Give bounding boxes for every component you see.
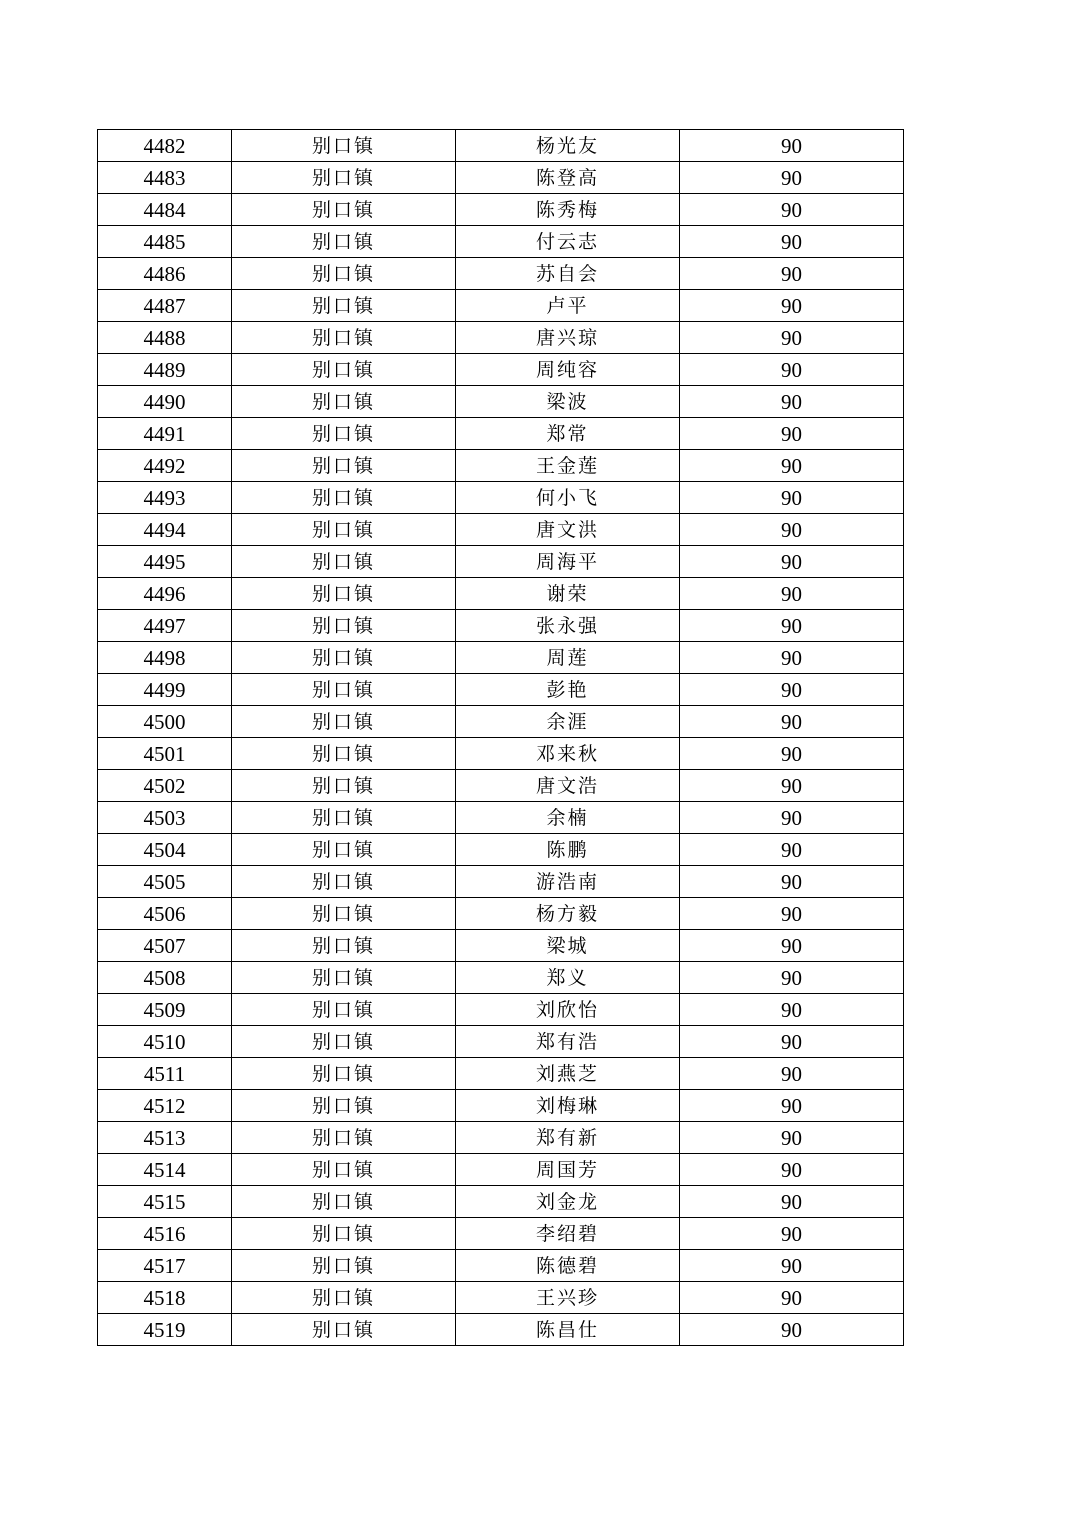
cell-id: 4484 [98,194,232,226]
table-row [98,1282,904,1314]
cell-town: 别口镇 [232,770,456,802]
cell-name: 付云志 [456,226,680,258]
cell-amount: 90 [680,418,904,450]
cell-name: 刘梅琳 [456,1090,680,1122]
cell-id: 4508 [98,962,232,994]
cell-name: 杨方毅 [456,898,680,930]
cell-town: 别口镇 [232,1058,456,1090]
cell-town: 别口镇 [232,834,456,866]
cell-id: 4512 [98,1090,232,1122]
table-row [98,290,904,322]
cell-id: 4485 [98,226,232,258]
cell-id: 4514 [98,1154,232,1186]
cell-town: 别口镇 [232,898,456,930]
cell-town: 别口镇 [232,546,456,578]
cell-id: 4513 [98,1122,232,1154]
cell-town: 别口镇 [232,1314,456,1346]
table-row [98,546,904,578]
cell-name: 陈鹏 [456,834,680,866]
cell-id: 4502 [98,770,232,802]
cell-name: 唐文洪 [456,514,680,546]
cell-amount: 90 [680,1122,904,1154]
cell-amount: 90 [680,514,904,546]
table-row [98,642,904,674]
cell-id: 4517 [98,1250,232,1282]
cell-id: 4511 [98,1058,232,1090]
table-row [98,514,904,546]
cell-id: 4516 [98,1218,232,1250]
cell-amount: 90 [680,482,904,514]
cell-town: 别口镇 [232,738,456,770]
cell-name: 陈德碧 [456,1250,680,1282]
cell-id: 4491 [98,418,232,450]
cell-town: 别口镇 [232,1218,456,1250]
cell-name: 唐文浩 [456,770,680,802]
cell-amount: 90 [680,962,904,994]
cell-id: 4519 [98,1314,232,1346]
cell-name: 周莲 [456,642,680,674]
cell-name: 余楠 [456,802,680,834]
cell-id: 4504 [98,834,232,866]
table-row [98,610,904,642]
cell-name: 谢荣 [456,578,680,610]
cell-name: 张永强 [456,610,680,642]
cell-name: 唐兴琼 [456,322,680,354]
cell-amount: 90 [680,866,904,898]
cell-name: 郑常 [456,418,680,450]
cell-amount: 90 [680,546,904,578]
table-row [98,930,904,962]
cell-amount: 90 [680,994,904,1026]
cell-id: 4494 [98,514,232,546]
cell-id: 4495 [98,546,232,578]
cell-name: 卢平 [456,290,680,322]
cell-amount: 90 [680,1250,904,1282]
cell-town: 别口镇 [232,194,456,226]
table-row [98,1026,904,1058]
cell-amount: 90 [680,290,904,322]
cell-amount: 90 [680,386,904,418]
cell-id: 4486 [98,258,232,290]
cell-id: 4496 [98,578,232,610]
cell-name: 周国芳 [456,1154,680,1186]
cell-name: 刘欣怡 [456,994,680,1026]
cell-name: 王金莲 [456,450,680,482]
cell-name: 梁城 [456,930,680,962]
cell-amount: 90 [680,706,904,738]
cell-id: 4490 [98,386,232,418]
cell-amount: 90 [680,738,904,770]
table-row [98,322,904,354]
cell-id: 4505 [98,866,232,898]
cell-amount: 90 [680,930,904,962]
cell-town: 别口镇 [232,290,456,322]
cell-amount: 90 [680,1026,904,1058]
table-row [98,1218,904,1250]
cell-id: 4518 [98,1282,232,1314]
cell-amount: 90 [680,354,904,386]
table-row [98,1250,904,1282]
table-row [98,834,904,866]
cell-town: 别口镇 [232,1186,456,1218]
cell-id: 4499 [98,674,232,706]
table-row [98,1314,904,1346]
cell-town: 别口镇 [232,258,456,290]
cell-name: 陈昌仕 [456,1314,680,1346]
table-row [98,194,904,226]
table-row [98,578,904,610]
cell-id: 4498 [98,642,232,674]
cell-town: 别口镇 [232,802,456,834]
cell-amount: 90 [680,322,904,354]
cell-name: 梁波 [456,386,680,418]
roster-table [97,129,904,1346]
cell-id: 4493 [98,482,232,514]
cell-name: 周纯容 [456,354,680,386]
cell-id: 4482 [98,130,232,162]
cell-name: 郑有浩 [456,1026,680,1058]
table-row [98,962,904,994]
table-row [98,866,904,898]
table-row [98,1154,904,1186]
cell-id: 4507 [98,930,232,962]
table-row [98,450,904,482]
cell-town: 别口镇 [232,994,456,1026]
cell-id: 4483 [98,162,232,194]
cell-id: 4497 [98,610,232,642]
cell-amount: 90 [680,1186,904,1218]
cell-town: 别口镇 [232,450,456,482]
table-row [98,130,904,162]
table-row [98,162,904,194]
cell-id: 4501 [98,738,232,770]
cell-town: 别口镇 [232,578,456,610]
cell-name: 彭艳 [456,674,680,706]
table-row [98,674,904,706]
table-row [98,258,904,290]
table-row [98,482,904,514]
cell-id: 4500 [98,706,232,738]
cell-town: 别口镇 [232,1122,456,1154]
cell-id: 4488 [98,322,232,354]
cell-id: 4503 [98,802,232,834]
cell-town: 别口镇 [232,162,456,194]
cell-amount: 90 [680,130,904,162]
table-row [98,354,904,386]
cell-town: 别口镇 [232,1154,456,1186]
cell-town: 别口镇 [232,930,456,962]
cell-name: 郑有新 [456,1122,680,1154]
cell-town: 别口镇 [232,706,456,738]
cell-id: 4509 [98,994,232,1026]
cell-town: 别口镇 [232,610,456,642]
cell-town: 别口镇 [232,322,456,354]
table-row [98,1122,904,1154]
cell-name: 郑义 [456,962,680,994]
table-row [98,1186,904,1218]
table-row [98,770,904,802]
cell-town: 别口镇 [232,418,456,450]
cell-name: 周海平 [456,546,680,578]
cell-town: 别口镇 [232,674,456,706]
table-row [98,1058,904,1090]
cell-amount: 90 [680,258,904,290]
table-row [98,418,904,450]
cell-amount: 90 [680,1154,904,1186]
cell-name: 余涯 [456,706,680,738]
cell-amount: 90 [680,1058,904,1090]
cell-amount: 90 [680,194,904,226]
cell-id: 4506 [98,898,232,930]
cell-town: 别口镇 [232,514,456,546]
cell-town: 别口镇 [232,642,456,674]
cell-name: 游浩南 [456,866,680,898]
cell-town: 别口镇 [232,1282,456,1314]
cell-amount: 90 [680,898,904,930]
cell-amount: 90 [680,674,904,706]
cell-amount: 90 [680,578,904,610]
cell-amount: 90 [680,450,904,482]
cell-town: 别口镇 [232,1090,456,1122]
roster-table-body [98,130,904,1346]
cell-name: 王兴珍 [456,1282,680,1314]
cell-id: 4492 [98,450,232,482]
cell-amount: 90 [680,1282,904,1314]
cell-town: 别口镇 [232,354,456,386]
cell-name: 刘燕芝 [456,1058,680,1090]
table-row [98,898,904,930]
cell-id: 4489 [98,354,232,386]
cell-town: 别口镇 [232,962,456,994]
cell-id: 4510 [98,1026,232,1058]
cell-amount: 90 [680,1218,904,1250]
cell-amount: 90 [680,610,904,642]
cell-town: 别口镇 [232,866,456,898]
cell-amount: 90 [680,834,904,866]
table-row [98,994,904,1026]
cell-town: 别口镇 [232,1026,456,1058]
table-row [98,386,904,418]
cell-name: 杨光友 [456,130,680,162]
cell-name: 陈登高 [456,162,680,194]
cell-amount: 90 [680,770,904,802]
cell-name: 陈秀梅 [456,194,680,226]
cell-id: 4515 [98,1186,232,1218]
table-row [98,738,904,770]
cell-name: 苏自会 [456,258,680,290]
cell-amount: 90 [680,162,904,194]
cell-id: 4487 [98,290,232,322]
cell-town: 别口镇 [232,482,456,514]
cell-name: 李绍碧 [456,1218,680,1250]
cell-name: 何小飞 [456,482,680,514]
cell-name: 刘金龙 [456,1186,680,1218]
cell-amount: 90 [680,802,904,834]
table-row [98,1090,904,1122]
table-row [98,226,904,258]
cell-town: 别口镇 [232,386,456,418]
cell-amount: 90 [680,226,904,258]
table-row [98,706,904,738]
cell-town: 别口镇 [232,1250,456,1282]
cell-amount: 90 [680,1314,904,1346]
cell-amount: 90 [680,642,904,674]
cell-amount: 90 [680,1090,904,1122]
table-row [98,802,904,834]
cell-name: 邓来秋 [456,738,680,770]
cell-town: 别口镇 [232,130,456,162]
cell-town: 别口镇 [232,226,456,258]
